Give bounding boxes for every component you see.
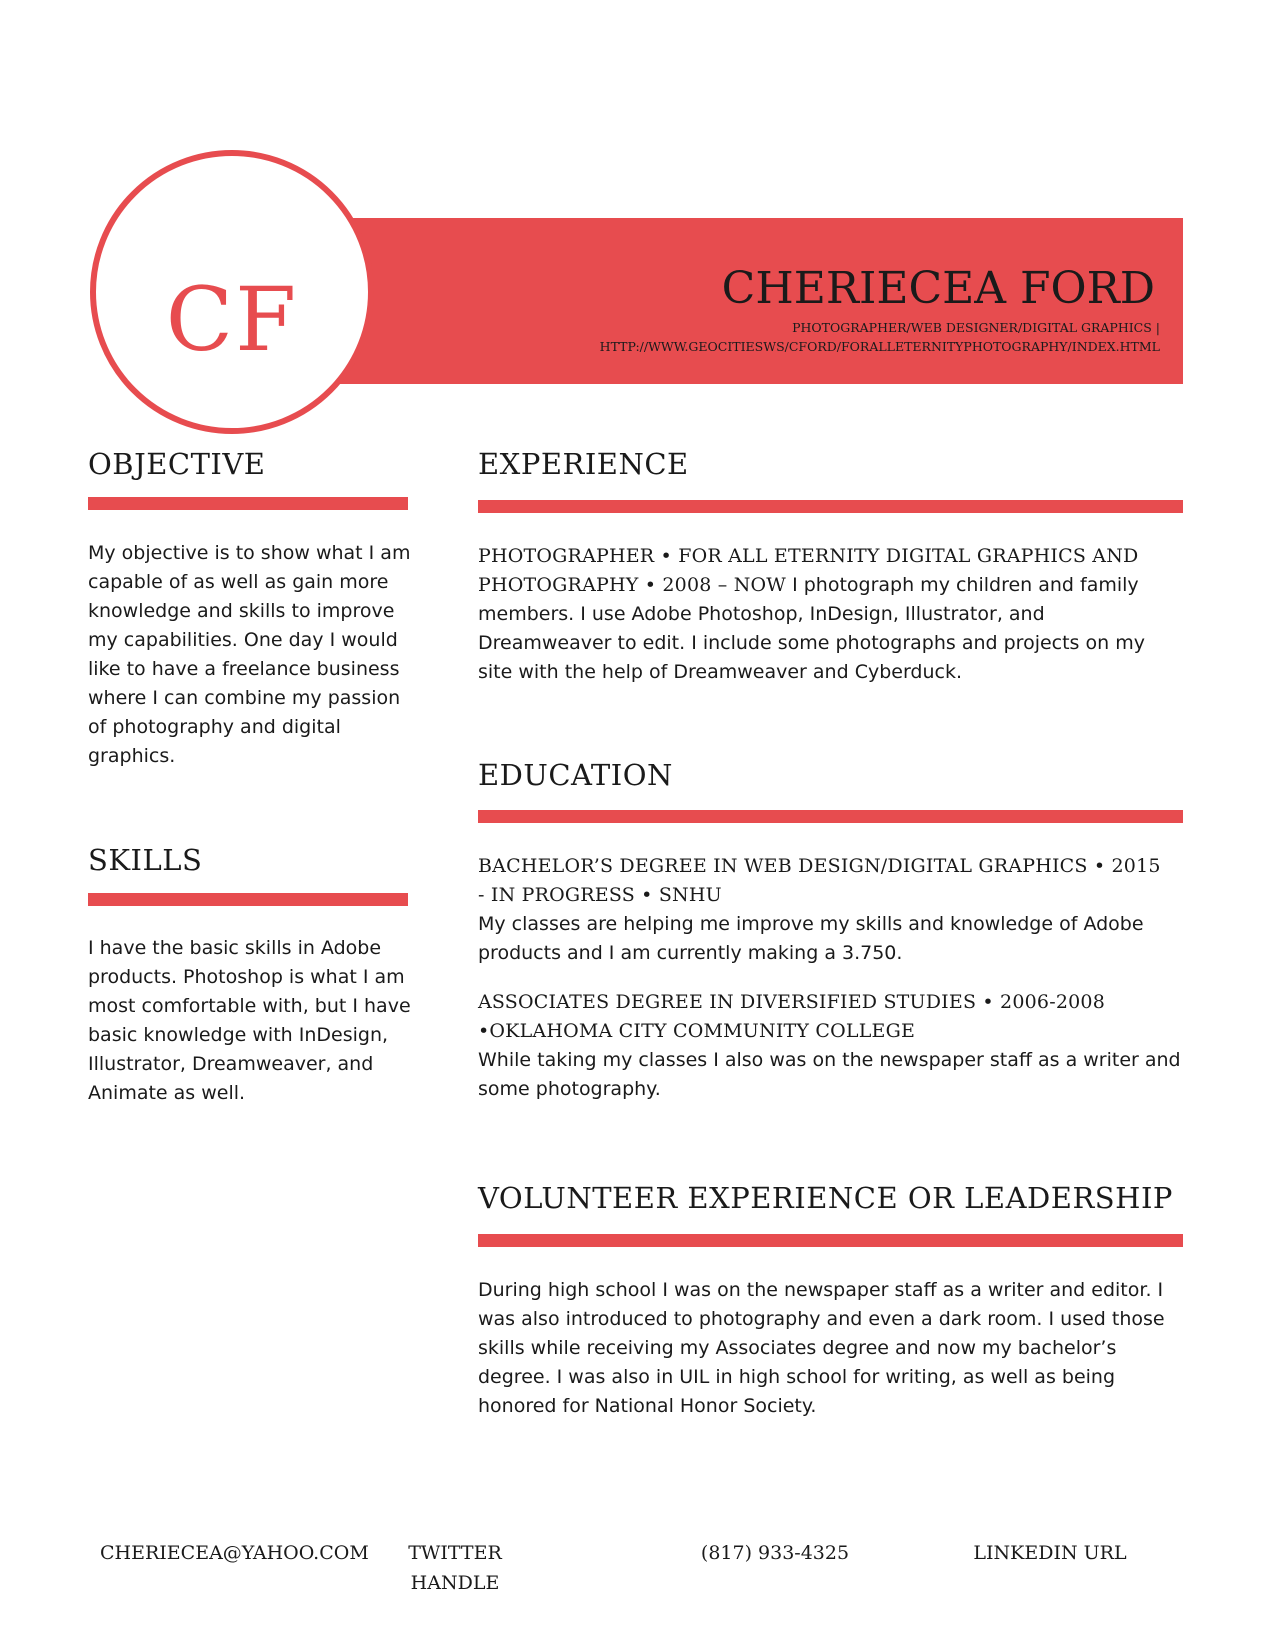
- candidate-name: CHERIECEA FORD: [721, 263, 1155, 314]
- volunteer-divider: [478, 1234, 1183, 1247]
- footer-phone[interactable]: (817) 933-4325: [700, 1542, 850, 1564]
- objective-text: My objective is to show what I am capable of as well as gain more knowledge and skills to improve my capabilities. One day I would like to have a freelance business where I can combine my passion of photography and digital graphics.: [88, 542, 411, 767]
- skills-text: I have the basic skills in Adobe products. Photoshop is what I am most comfortable with, but I have basic knowledge with InDesign, Illustrator, Dreamweaver, and Animate as well.: [88, 937, 411, 1104]
- footer-email[interactable]: CHERIECEA@YAHOO.COM: [100, 1542, 369, 1564]
- volunteer-heading: VOLUNTEER EXPERIENCE OR LEADERSHIP: [478, 1181, 1173, 1215]
- experience-entry-description: I photograph my children and family members. I use Adobe Photoshop, InDesign, Illustrator, and Dreamweaver to edit. I include some photographs and projects on my site with the help of Dreamweaver and Cyberduck.: [478, 574, 1145, 683]
- skills-heading: SKILLS: [88, 843, 203, 877]
- footer-twitter-line1: TWITTER: [408, 1542, 502, 1564]
- objective-heading: OBJECTIVE: [88, 447, 266, 481]
- education-entry: [478, 852, 1168, 968]
- education-entry-description: My classes are helping me improve my skills and knowledge of Adobe products and I am currently making a 3.750.: [478, 913, 1144, 964]
- experience-entry-title: PHOTOGRAPHER • FOR ALL ETERNITY DIGITAL GRAPHICS AND PHOTOGRAPHY • 2008 – NOW: [478, 545, 1139, 596]
- monogram: CF: [165, 268, 299, 371]
- education-divider: [478, 810, 1183, 823]
- candidate-tagline: [480, 318, 1160, 356]
- experience-heading: EXPERIENCE: [478, 447, 689, 481]
- footer-twitter[interactable]: [390, 1538, 520, 1598]
- footer-twitter-line2: HANDLE: [410, 1572, 500, 1594]
- education-entry-description: While taking my classes I also was on the newspaper staff as a writer and some photography.: [478, 1049, 1181, 1100]
- volunteer-text: During high school I was on the newspaper staff as a writer and editor. I was also introduced to photography and even a dark room. I used those skills while receiving my Associates degree and now my bachelor’s degree. I was also in UIL in high school for writing, as well as being honored for National Honor Society.: [478, 1279, 1165, 1417]
- experience-entry: [478, 542, 1183, 687]
- experience-divider: [478, 500, 1183, 513]
- education-heading: EDUCATION: [478, 758, 673, 792]
- footer-linkedin[interactable]: LINKEDIN URL: [973, 1542, 1127, 1564]
- education-entry-title: BACHELOR’S DEGREE IN WEB DESIGN/DIGITAL GRAPHICS • 2015 - IN PROGRESS • SNHU: [478, 855, 1161, 906]
- education-entry: [478, 988, 1183, 1104]
- education-entry-school: •OKLAHOMA CITY COMMUNITY COLLEGE: [478, 1020, 916, 1042]
- skills-divider: [88, 893, 408, 906]
- tagline-title: PHOTOGRAPHER/WEB DESIGNER/DIGITAL GRAPHICS |: [792, 320, 1160, 335]
- objective-divider: [88, 497, 408, 510]
- tagline-url[interactable]: HTTP://WWW.GEOCITIESWS/CFORD/FORALLETERNITYPHOTOGRAPHY/INDEX.HTML: [599, 339, 1160, 354]
- education-entry-title: ASSOCIATES DEGREE IN DIVERSIFIED STUDIES • 2006-2008: [478, 991, 1105, 1013]
